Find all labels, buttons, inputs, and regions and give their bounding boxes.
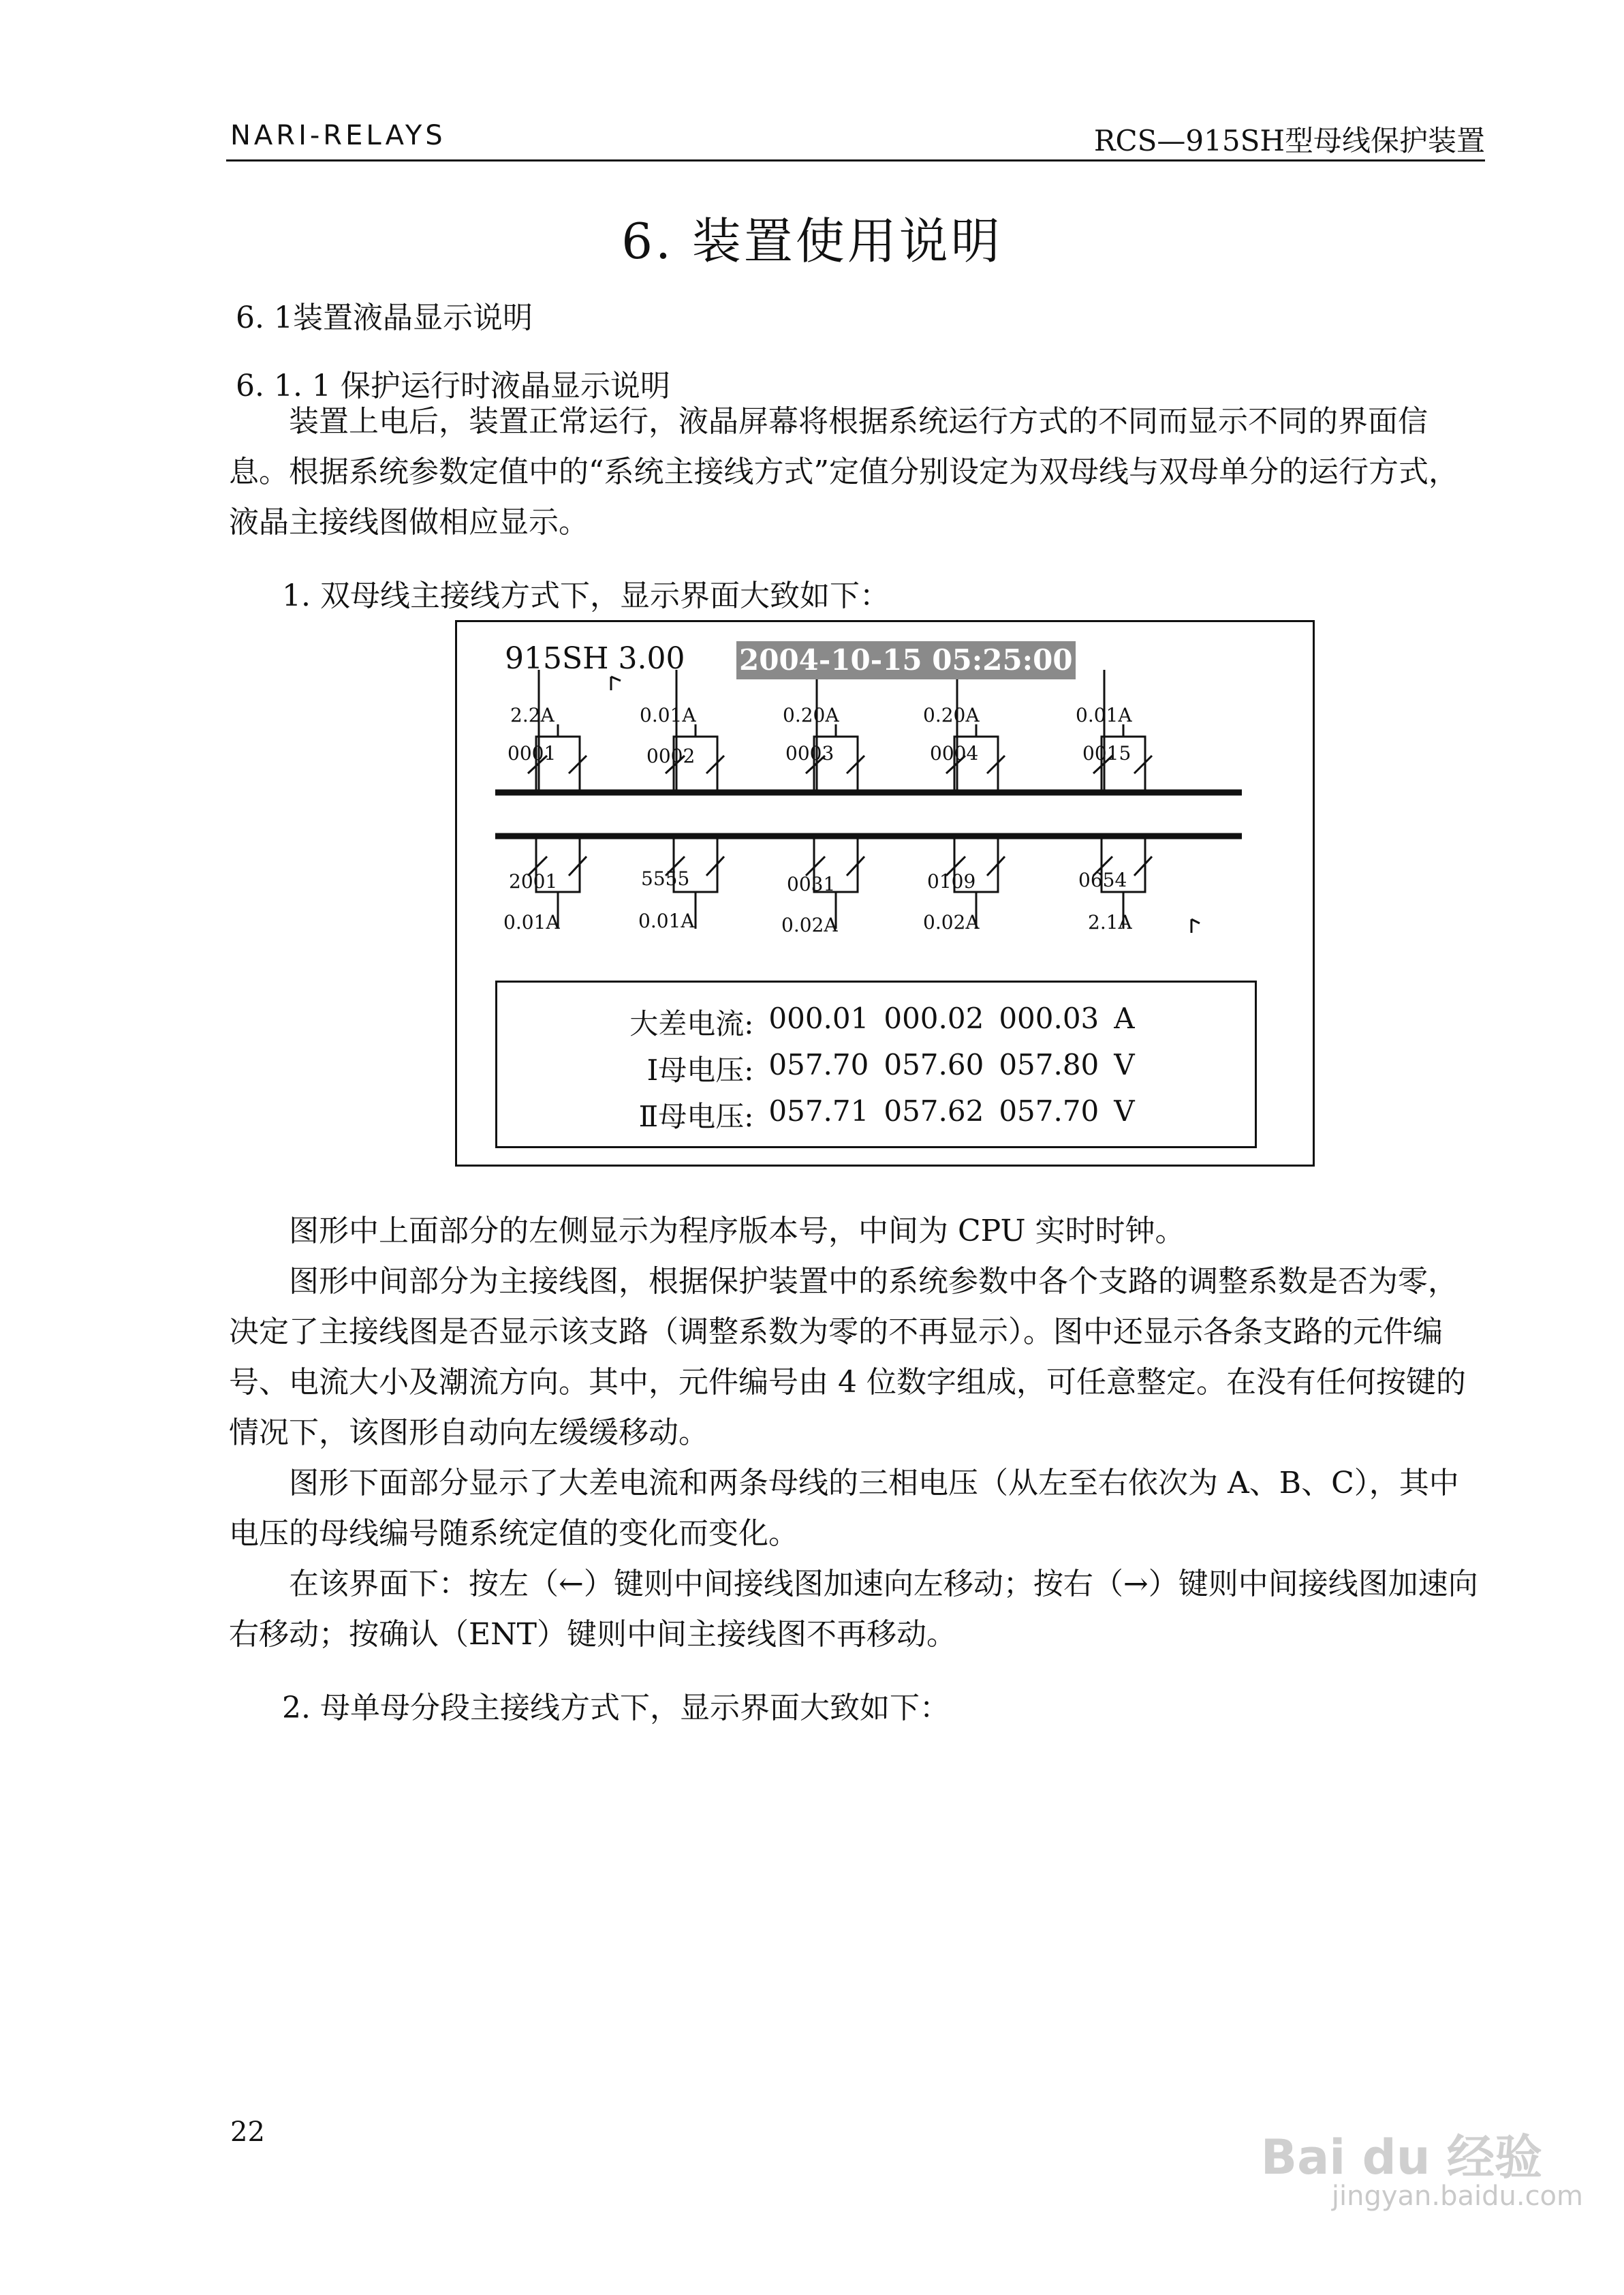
measurement-row-diff-current: 大差电流: 000.01 000.02 000.03 A [629,1002,1135,1041]
top-bay-2-switch-b [706,756,724,773]
bottom-branch-4-current: 0.02A [923,911,980,934]
top-bay-1-switch-b [569,756,587,773]
top-branch-2-id: 0002 [646,745,696,767]
bottom-bay-2-switch-b [706,857,724,876]
flow-flag-top-head [611,677,621,681]
header-right: RCS—915SH型母线保护装置 [1093,124,1485,157]
bottom-branch-5-current: 2.1A [1088,911,1132,934]
measurement-row-bus1-voltage: Ⅰ母电压: 057.70 057.60 057.80 V [646,1048,1135,1087]
bottom-bay-3-switch-b [847,857,864,876]
program-version: 915SH 3.00 [505,641,685,676]
paragraph-top-area: 图形中上面部分的左侧显示为程序版本号，中间为 CPU 实时时钟。 [289,1214,1185,1248]
measurement-panel [495,981,1257,1148]
paragraph-key-operations: 在该界面下：按左（←）键则中间接线图加速向左移动；按右（→）键则中间接线图加速向右移动；按确认（ENT）键则中间主接线图不再移动。 [229,1567,1478,1652]
top-bay-5-switch-b [1134,756,1152,773]
list-item-2: 2. 母单母分段主接线方式下，显示界面大致如下： [282,1691,950,1725]
list-item-1: 1. 双母线主接线方式下，显示界面大致如下： [282,579,890,613]
header-left: NARI-RELAYS [230,120,446,151]
top-bay-4-switch-b [987,756,1005,773]
bottom-branch-3-current: 0.02A [781,914,838,936]
paragraph-bottom-area: 图形下面部分显示了大差电流和两条母线的三相电压（从左至右依次为 A、B、C），其中电压的母线编号随系统定值的变化而变化。 [229,1466,1459,1551]
top-branch-4-current: 0.20A [923,704,980,726]
bottom-branch-4-id: 0109 [927,870,976,893]
watermark-logo: Bai du 经验 [1260,2129,1542,2185]
watermark-url: jingyan.baidu.com [1331,2181,1583,2212]
lcd-display-figure [455,620,1315,1167]
bottom-branch-2-id: 5555 [641,867,690,890]
top-branch-1-id: 0001 [507,742,557,765]
top-branch-3-id: 0003 [785,742,834,765]
top-branch-5-current: 0.01A [1076,704,1132,726]
bottom-branch-1-current: 0.01A [503,911,560,934]
page-number: 22 [230,2116,265,2148]
bottom-bay-4-switch-b [987,857,1005,876]
top-branch-1-current: 2.2A [510,704,555,726]
header-rule [226,159,1485,161]
bottom-branch-5-id: 0654 [1078,869,1127,891]
bottom-bay-1-switch-b [569,857,587,876]
bottom-branch-1-id: 2001 [509,870,558,893]
chapter-title: 6. 装置使用说明 [621,213,1003,270]
top-branch-5-id: 0015 [1082,742,1131,765]
bottom-branch-3-id: 0031 [787,873,836,895]
top-branch-4-id: 0004 [930,742,979,765]
measurement-row-bus2-voltage: Ⅱ母电压: 057.71 057.62 057.70 V [638,1094,1135,1133]
paragraph-middle-area: 图形中间部分为主接线图，根据保护装置中的系统参数中各个支路的调整系数是否为零，决定了主接线图是否显示该支路（调整系数为零的不再显示）。图中还显示各条支路的元件编号、电流大小及潮流方向。其中，元件编号由 4 位数字组成，可任意整定。在没有任何按键的情况下，该图形自动向左缓缓移动。 [229,1264,1466,1450]
section-6-1-1-heading: 6. 1. 1 保护运行时液晶显示说明 [236,369,670,403]
bottom-branch-2-current: 0.01A [638,910,695,932]
flow-flag-bottom-head [1191,919,1200,923]
paragraph-intro: 装置上电后，装置正常运行，液晶屏幕将根据系统运行方式的不同而显示不同的界面信息。根据系统参数定值中的“系统主接线方式”定值分别设定为双母线与双母单分的运行方式，液晶主接线图做相应显示。 [229,404,1458,540]
section-6-1-heading: 6. 1装置液晶显示说明 [236,301,533,335]
realtime-clock: 2004-10-15 05:25:00 [736,641,1076,679]
top-bay-3-switch-b [847,756,864,773]
bottom-bay-5-switch-b [1134,857,1152,876]
top-branch-2-current: 0.01A [640,704,696,726]
top-branch-3-current: 0.20A [783,704,839,726]
